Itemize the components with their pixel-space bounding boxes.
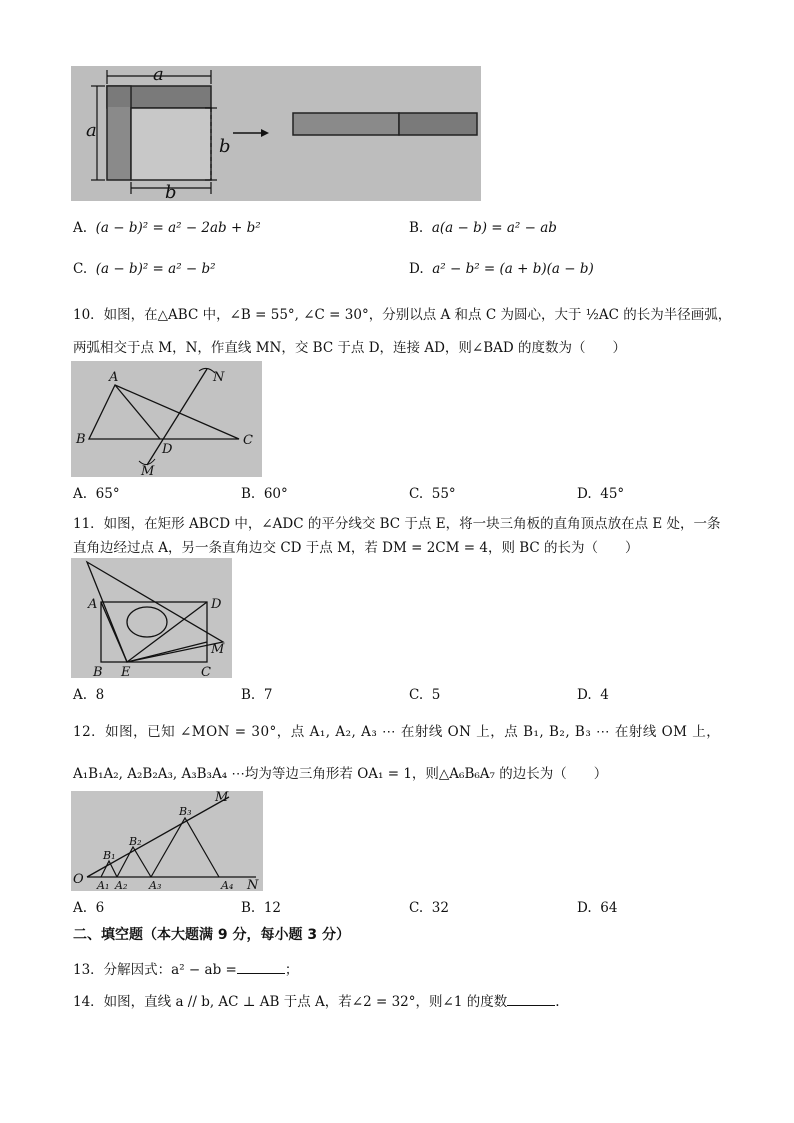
q12-label-b3: B₃ xyxy=(179,805,192,818)
option-letter: D. xyxy=(409,261,424,277)
q14-suffix: . xyxy=(555,994,560,1010)
q9-option-c[interactable] xyxy=(73,261,216,277)
q10-option-c[interactable] xyxy=(409,486,456,502)
option-letter: D. xyxy=(577,687,592,703)
q10-stem-line2: 两弧相交于点 M，N，作直线 MN，交 BC 于点 D，连接 AD，则∠BAD 的度数为（ ） xyxy=(73,340,627,356)
q14-answer-blank[interactable] xyxy=(507,993,555,1006)
option-text: a² − b² = (a + b)(a − b) xyxy=(432,261,594,277)
option-text: a(a − b) = a² − ab xyxy=(431,220,557,236)
q9-option-d[interactable] xyxy=(409,261,594,277)
q11-label-e: E xyxy=(121,665,131,678)
q12-label-o: O xyxy=(73,872,84,887)
q12-label-b1: B₁ xyxy=(103,849,116,862)
option-text: 60° xyxy=(263,486,288,502)
q13-prefix: 13．分解因式：a² − ab = xyxy=(73,962,237,978)
q10-label-a: A xyxy=(109,370,119,385)
q10-option-b[interactable] xyxy=(241,486,288,502)
option-letter: B. xyxy=(241,486,256,502)
q10-label-n: N xyxy=(213,370,225,385)
q10-stem-line1: 10．如图，在△ABC 中，∠B = 55°, ∠C = 30°，分别以点 A 和点 C 为圆心，大于 ½AC 的长为半径画弧， xyxy=(73,307,732,323)
q12-figure xyxy=(71,791,263,891)
option-text: 8 xyxy=(95,687,105,703)
q10-option-d[interactable] xyxy=(577,486,624,502)
q13-suffix: ； xyxy=(284,962,299,978)
q9-label-a-left: a xyxy=(86,120,97,141)
q13-answer-blank[interactable] xyxy=(237,961,285,974)
q12-stem-line1: 12．如图，已知 ∠MON = 30°，点 A₁, A₂, A₃ ⋯ 在射线 ON 上，点 B₁, B₂, B₃ ⋯ 在射线 OM 上， xyxy=(73,724,721,740)
q13-stem xyxy=(73,958,298,978)
option-text: 12 xyxy=(263,900,281,916)
option-text: (a − b)² = a² − b² xyxy=(95,261,216,277)
q12-option-d[interactable] xyxy=(577,900,617,916)
q9-option-a[interactable] xyxy=(73,220,261,236)
q12-label-m: M xyxy=(215,791,229,805)
option-text: 55° xyxy=(431,486,456,502)
q11-label-d: D xyxy=(211,597,222,612)
option-text: 45° xyxy=(600,486,625,502)
q10-label-c: C xyxy=(243,433,253,448)
option-letter: A. xyxy=(73,900,88,916)
option-text: 4 xyxy=(600,687,609,703)
q12-label-a1: A₁ xyxy=(97,879,110,891)
q12-option-c[interactable] xyxy=(409,900,449,916)
option-text: 7 xyxy=(263,687,273,703)
q12-label-n: N xyxy=(247,878,259,891)
q10-label-m: M xyxy=(141,464,155,477)
q10-label-b: B xyxy=(76,432,86,447)
option-letter: A. xyxy=(73,220,88,236)
q12-label-a3: A₃ xyxy=(149,879,162,891)
q11-stem-line1: 11．如图，在矩形 ABCD 中，∠ADC 的平分线交 BC 于点 E，将一块三角板的直角顶点放在点 E 处，一条 xyxy=(73,516,721,532)
option-text: 5 xyxy=(431,687,441,703)
option-letter: A. xyxy=(73,486,88,502)
q11-label-b: B xyxy=(93,665,103,678)
q11-option-a[interactable] xyxy=(73,687,104,703)
q12-label-a2: A₂ xyxy=(115,879,128,891)
q11-label-a: A xyxy=(88,597,98,612)
q14-prefix: 14．如图，直线 a // b, AC ⊥ AB 于点 A，若∠2 = 32°，则∠1 的度数 xyxy=(73,994,508,1010)
q11-figure xyxy=(71,558,232,678)
q9-label-a-top: a xyxy=(153,66,164,85)
q11-option-d[interactable] xyxy=(577,687,609,703)
option-text: (a − b)² = a² − 2ab + b² xyxy=(95,220,261,236)
option-letter: C. xyxy=(409,900,424,916)
q11-option-b[interactable] xyxy=(241,687,272,703)
option-letter: B. xyxy=(409,220,424,236)
q12-label-b2: B₂ xyxy=(129,835,142,848)
q12-option-a[interactable] xyxy=(73,900,104,916)
option-letter: C. xyxy=(409,687,424,703)
q11-option-c[interactable] xyxy=(409,687,440,703)
q9-label-b-bottom: b xyxy=(165,182,177,201)
q12-option-b[interactable] xyxy=(241,900,281,916)
q14-stem xyxy=(73,990,560,1010)
option-letter: B. xyxy=(241,900,256,916)
option-text: 6 xyxy=(95,900,105,916)
q9-option-b[interactable] xyxy=(409,220,557,236)
q12-label-a4: A₄ xyxy=(221,879,234,891)
section-title: 二、填空题（本大题满 9 分，每小题 3 分） xyxy=(73,927,350,943)
option-letter: A. xyxy=(73,687,88,703)
q9-figure xyxy=(71,66,481,201)
q9-label-b-right: b xyxy=(219,136,231,157)
option-text: 64 xyxy=(600,900,618,916)
option-letter: C. xyxy=(409,486,424,502)
option-letter: C. xyxy=(73,261,88,277)
option-letter: D. xyxy=(577,486,592,502)
q11-label-c: C xyxy=(201,665,211,678)
option-text: 65° xyxy=(95,486,120,502)
q11-stem-line2: 直角边经过点 A，另一条直角边交 CD 于点 M，若 DM = 2CM = 4，则 BC 的长为（ ） xyxy=(73,540,639,556)
q10-figure xyxy=(71,361,262,477)
option-text: 32 xyxy=(431,900,449,916)
option-letter: B. xyxy=(241,687,256,703)
q10-label-d: D xyxy=(162,442,173,457)
q10-option-a[interactable] xyxy=(73,486,120,502)
q11-label-m: M xyxy=(211,642,225,657)
q12-stem-line2: A₁B₁A₂, A₂B₂A₃, A₃B₃A₄ ⋯均为等边三角形若 OA₁ = 1，则△A₆B₆A₇ 的边长为（ ） xyxy=(73,766,608,782)
option-letter: D. xyxy=(577,900,592,916)
